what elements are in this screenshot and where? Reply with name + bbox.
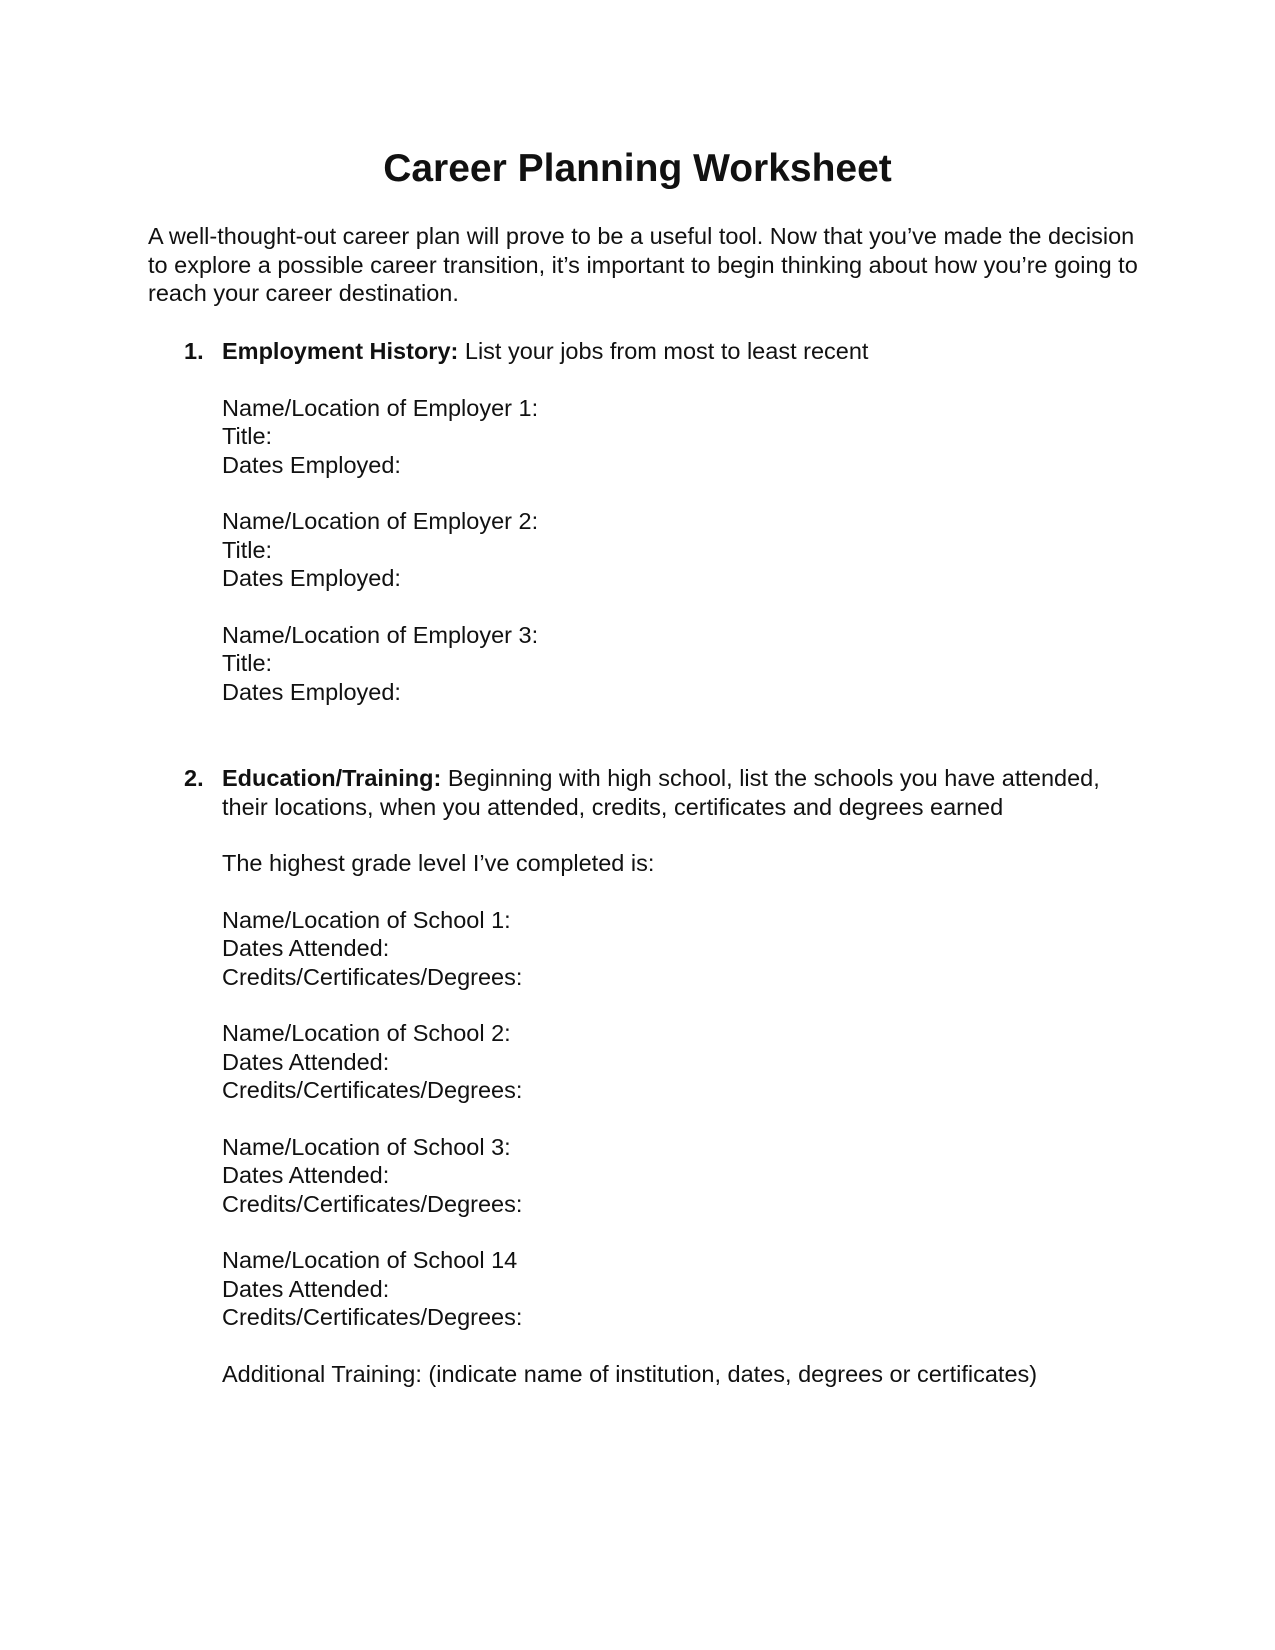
education-training-section	[148, 764, 1138, 1388]
employer-entry	[222, 621, 1138, 707]
school-dates-field: Dates Attended:	[222, 1162, 390, 1188]
school-dates-field: Dates Attended:	[222, 1048, 390, 1075]
school-dates-field: Dates Attended:	[222, 935, 390, 961]
section-heading	[148, 337, 1138, 366]
school-entry	[222, 1246, 1138, 1332]
employer-entry	[222, 507, 1138, 593]
school-entry	[222, 1133, 1138, 1219]
employer-dates-field: Dates Employed:	[222, 451, 401, 478]
employer-name-field: Name/Location of Employer 2:	[222, 508, 539, 534]
employer-name-field: Name/Location of Employer 1:	[222, 394, 539, 421]
section-number: 1.	[184, 338, 204, 364]
school-dates-field: Dates Attended:	[222, 1275, 390, 1302]
employer-title-field: Title:	[222, 536, 273, 563]
employer-dates-field: Dates Employed:	[222, 678, 401, 705]
employer-title-field: Title:	[222, 423, 273, 449]
section-description: List your jobs from most to least recent	[458, 338, 869, 364]
section-label: Education/Training:	[222, 765, 442, 791]
additional-training-field: Additional Training: (indicate name of institution, dates, degrees or certificates)	[222, 1360, 1038, 1387]
school-name-field: Name/Location of School 1:	[222, 906, 511, 933]
highest-grade-field: The highest grade level I’ve completed is:	[222, 850, 655, 876]
section-label: Employment History:	[222, 338, 459, 364]
intro-paragraph: A well-thought-out career plan will prove to be a useful tool. Now that you’ve made the decision to explore a possible career transition, it’s important to begin thinking about how you’re going to reach your career destination.	[148, 223, 1138, 306]
employment-history-section	[148, 337, 1138, 706]
school-entry	[222, 1019, 1138, 1105]
section-heading	[148, 764, 1138, 821]
section-number: 2.	[184, 765, 204, 791]
employer-title-field: Title:	[222, 650, 273, 676]
school-credits-field: Credits/Certificates/Degrees:	[222, 1304, 523, 1330]
school-entry	[222, 906, 1138, 992]
employer-entry	[222, 394, 1138, 480]
additional-training-line	[222, 1360, 1138, 1389]
school-credits-field: Credits/Certificates/Degrees:	[222, 1190, 523, 1217]
page-title: Career Planning Worksheet	[383, 147, 892, 190]
school-name-field: Name/Location of School 14	[222, 1247, 518, 1273]
school-credits-field: Credits/Certificates/Degrees:	[222, 963, 523, 990]
school-name-field: Name/Location of School 2:	[222, 1020, 511, 1046]
highest-grade-line	[222, 849, 1138, 878]
school-credits-field: Credits/Certificates/Degrees:	[222, 1077, 523, 1103]
school-name-field: Name/Location of School 3:	[222, 1133, 511, 1160]
employer-dates-field: Dates Employed:	[222, 565, 401, 591]
section-description: Beginning with high school, list the schools you have attended, their locations, when you attended, credits, certificates and degrees earned	[222, 765, 1100, 820]
employer-name-field: Name/Location of Employer 3:	[222, 621, 539, 648]
